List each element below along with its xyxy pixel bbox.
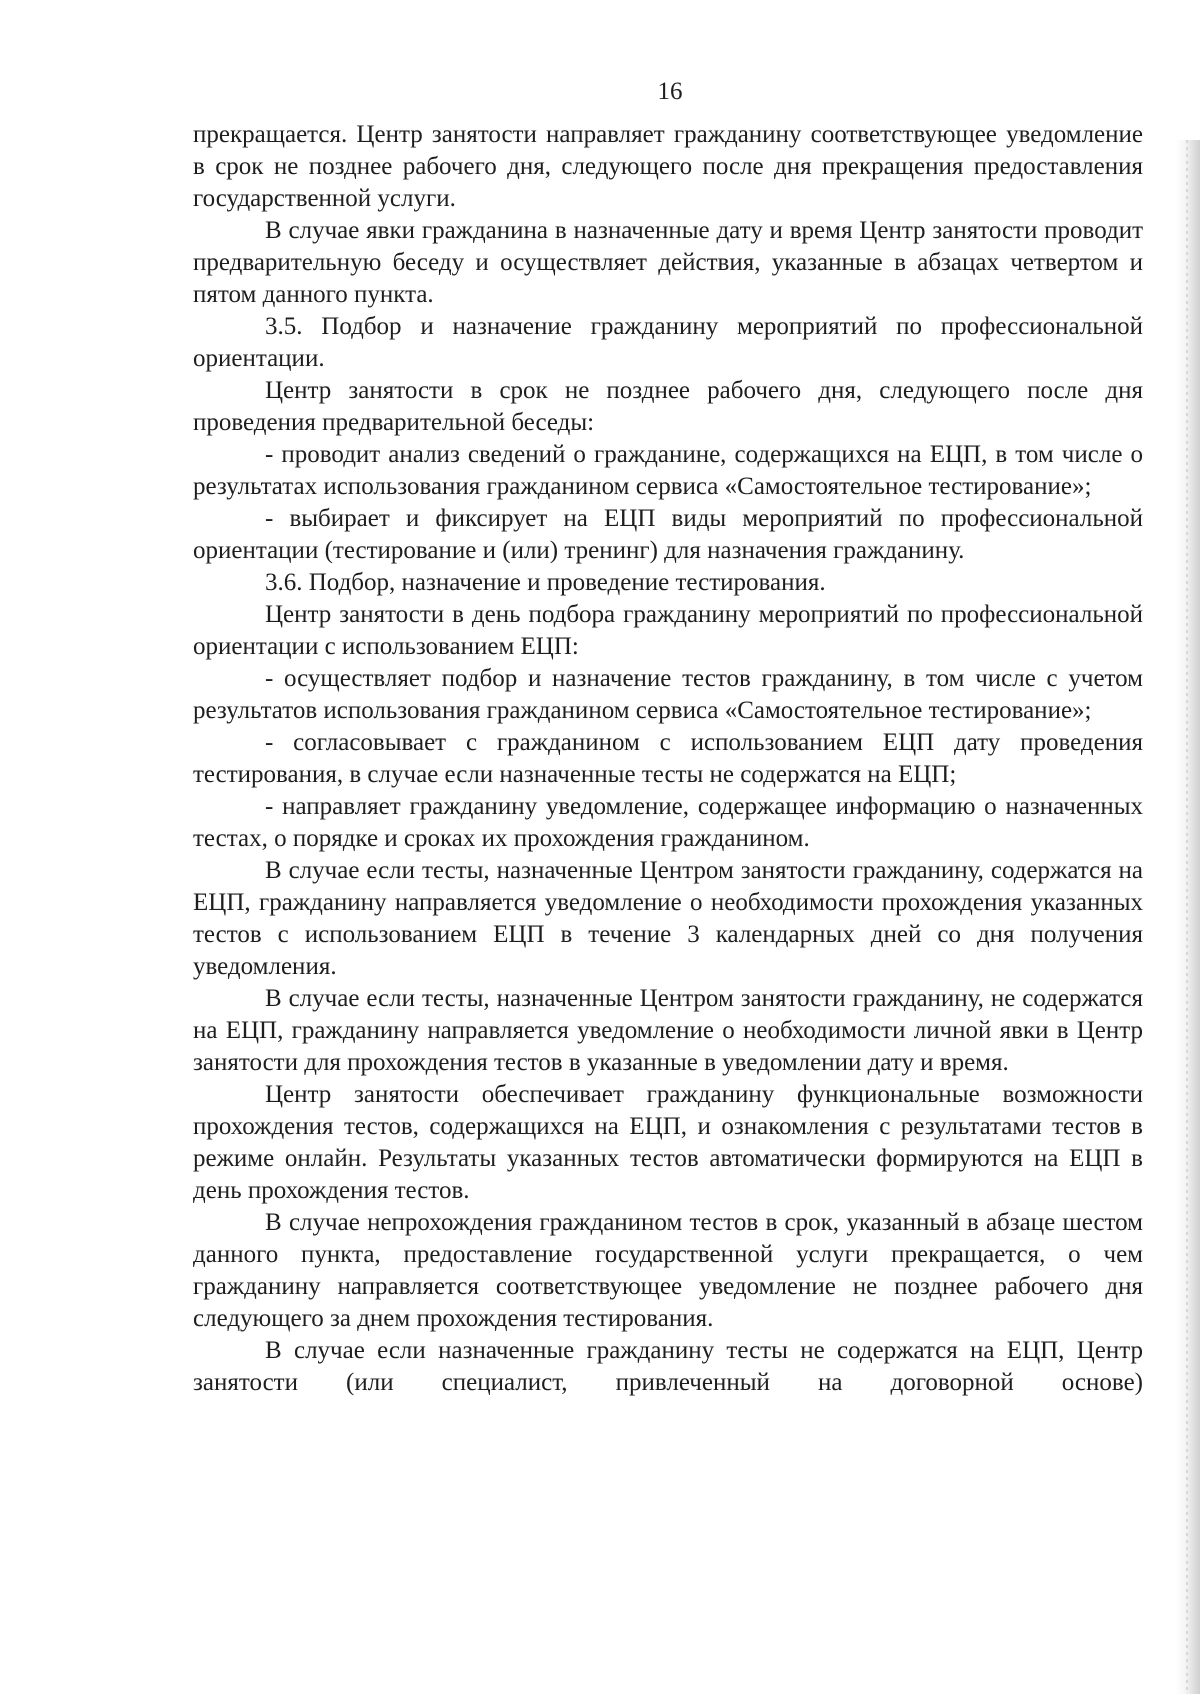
section-heading-3-5: 3.5. Подбор и назначение гражданину мероприятий по профессиональной ориентации.	[193, 313, 1143, 372]
paragraph-12: В случае если тесты, назначенные Центром занятости гражданину, содержатся на ЕЦП, гражданину направляется уведомление о необходимости прохождения указанных тестов с использованием ЕЦП в течение 3 календарных дней со дня получения уведомления.	[193, 857, 1143, 980]
paragraph-16: В случае если назначенные гражданину тесты не содержатся на ЕЦП, Центр занятости (или специалист, привлеченный на договорной основе)	[193, 1337, 1143, 1396]
list-item-select: - выбирает и фиксирует на ЕЦП виды мероприятий по профессиональной ориентации (тестирование и (или) тренинг) для назначения гражданину.	[193, 505, 1143, 564]
paragraph-14: Центр занятости обеспечивает гражданину функциональные возможности прохождения тестов, содержащихся на ЕЦП, и ознакомления с результатами тестов в режиме онлайн. Результаты указанных тестов автоматически формируются на ЕЦП в день прохождения тестов.	[193, 1081, 1143, 1204]
scan-edge-shadow	[1176, 140, 1200, 1694]
paragraph-8: Центр занятости в день подбора гражданину мероприятий по профессиональной ориентации с использованием ЕЦП:	[193, 601, 1143, 660]
paragraph-4: Центр занятости в срок не позднее рабочего дня, следующего после дня проведения предварительной беседы:	[193, 377, 1143, 436]
paragraph-13: В случае если тесты, назначенные Центром занятости гражданину, не содержатся на ЕЦП, гражданину направляется уведомление о необходимости личной явки в Центр занятости для прохождения тестов в указанные в уведомлении дату и время.	[193, 985, 1143, 1076]
list-item-agree-date: - согласовывает с гражданином с использованием ЕЦП дату проведения тестирования, в случае если назначенные тесты не содержатся на ЕЦП;	[193, 729, 1143, 788]
paragraph-1: прекращается. Центр занятости направляет гражданину соответствующее уведомление в срок не позднее рабочего дня, следующего после дня прекращения предоставления государственной услуги.	[193, 121, 1143, 212]
page-number: 16	[657, 78, 683, 105]
paragraph-15: В случае непрохождения гражданином тестов в срок, указанный в абзаце шестом данного пункта, предоставление государственной услуги прекращается, о чем гражданину направляется соответствующее уведомление не позднее рабочего дня следующего за днем прохождения тестирования.	[193, 1209, 1143, 1332]
paragraph-2: В случае явки гражданина в назначенные дату и время Центр занятости проводит предварительную беседу и осуществляет действия, указанные в абзацах четвертом и пятом данного пункта.	[193, 217, 1143, 308]
list-item-tests-selection: - осуществляет подбор и назначение тестов гражданину, в том числе с учетом результатов использования гражданином сервиса «Самостоятельное тестирование»;	[193, 665, 1143, 724]
list-item-notify: - направляет гражданину уведомление, содержащее информацию о назначенных тестах, о порядке и сроках их прохождения гражданином.	[193, 793, 1143, 852]
section-heading-3-6: 3.6. Подбор, назначение и проведение тестирования.	[265, 569, 826, 596]
document-body	[193, 119, 1143, 1399]
list-item-analysis: - проводит анализ сведений о гражданине, содержащихся на ЕЦП, в том числе о результатах использования гражданином сервиса «Самостоятельное тестирование»;	[193, 441, 1143, 500]
